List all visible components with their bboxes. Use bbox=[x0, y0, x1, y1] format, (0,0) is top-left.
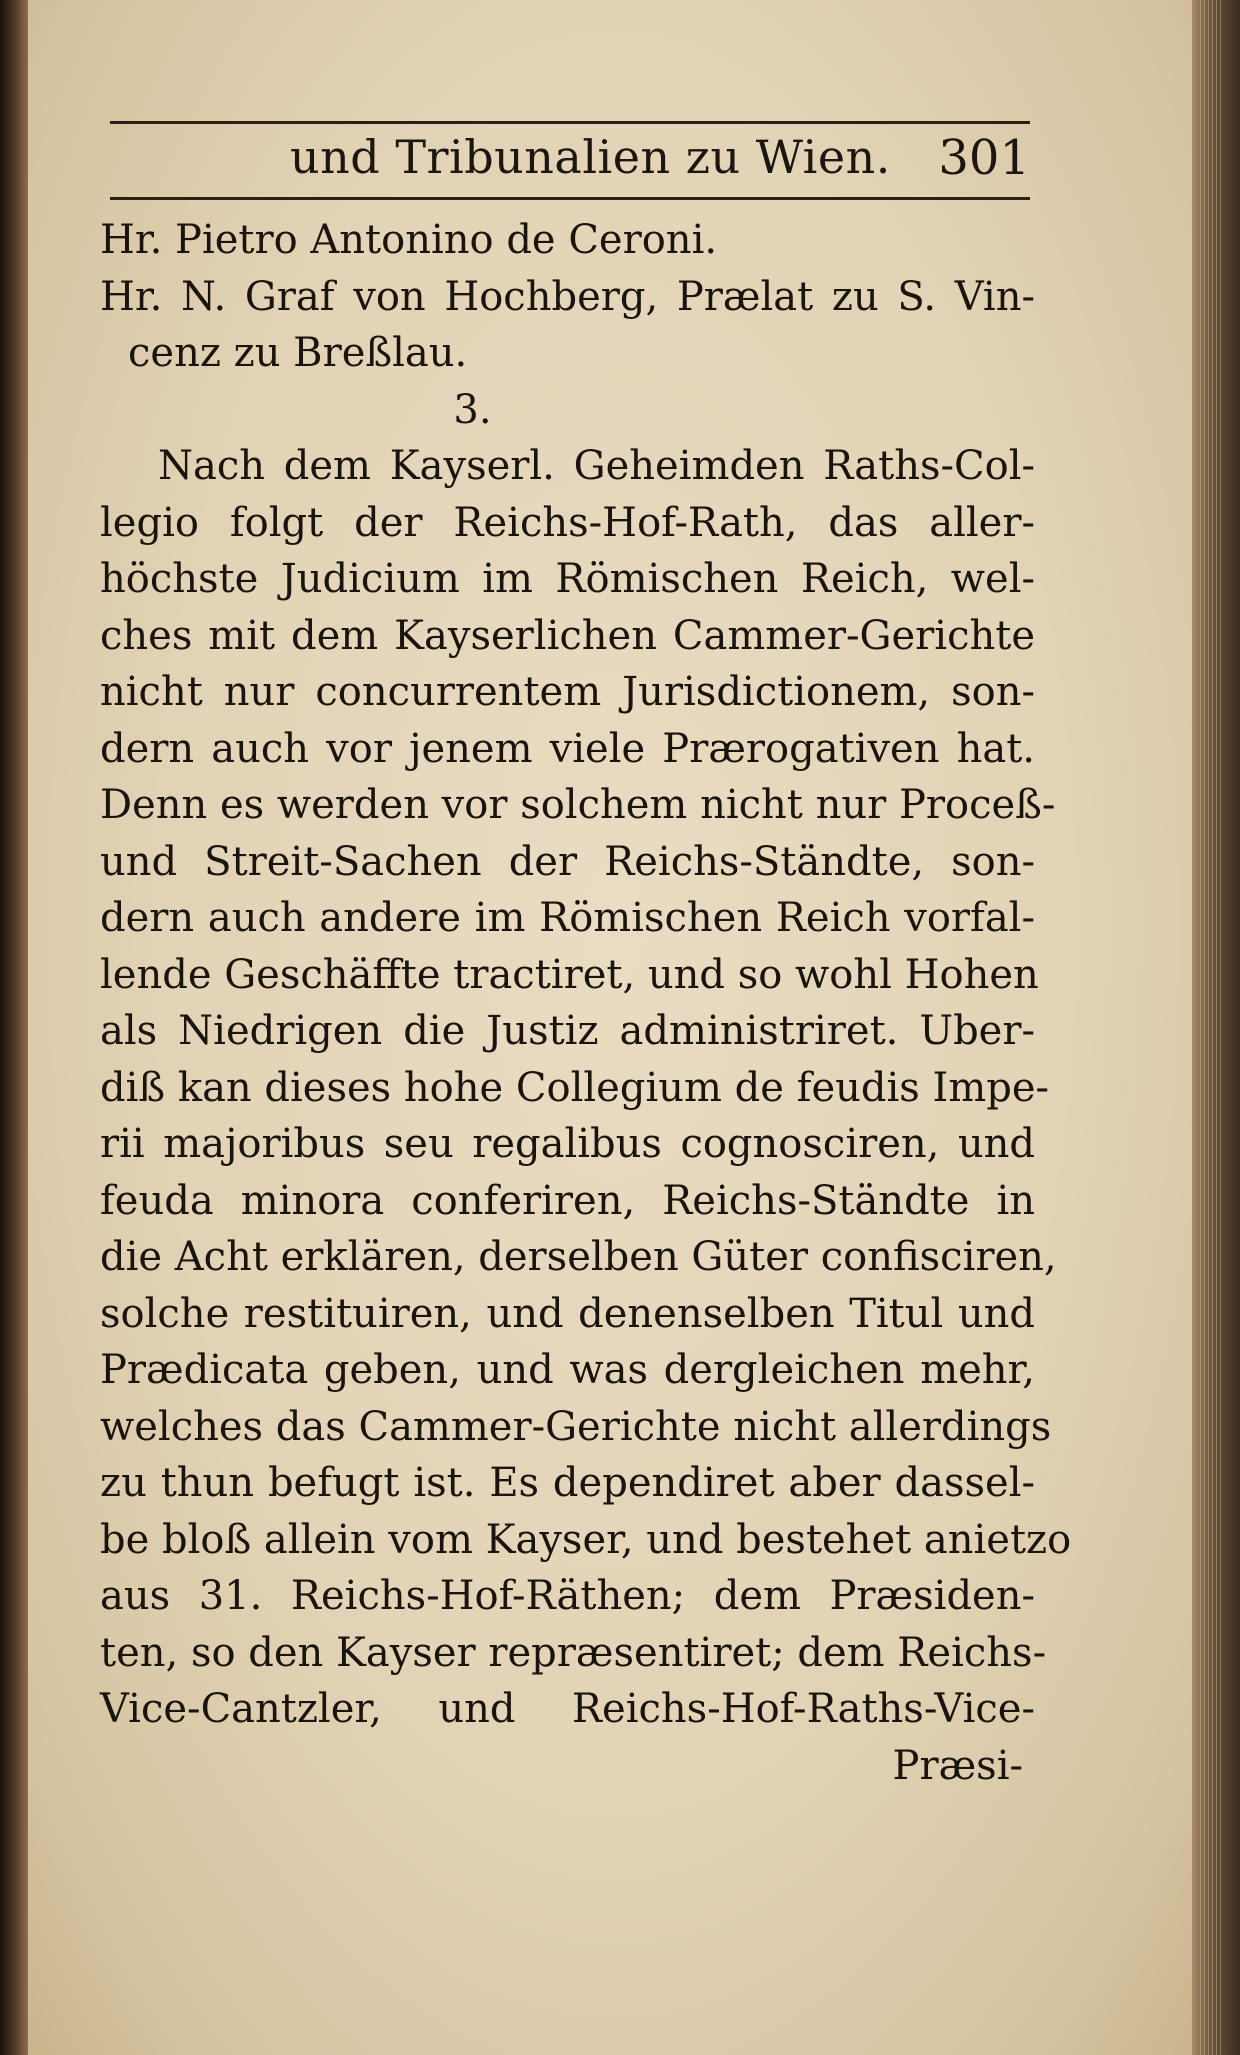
text-line: legio folgt der Reichs-Hof-Rath, das aller- bbox=[100, 499, 1035, 546]
text-line: solche restituiren, und denenselben Titul und bbox=[100, 1290, 1035, 1337]
text-line: be bloß allein vom Kayser, und bestehet anietzo bbox=[100, 1516, 1072, 1563]
header-rule-top bbox=[110, 121, 1030, 124]
text-line: zu thun befugt ist. Es dependiret aber dassel- bbox=[100, 1460, 1035, 1506]
text-line: ches mit dem Kayserlichen Cammer-Gerichte bbox=[100, 612, 1035, 659]
text-line: Vice-Cantzler, und Reichs-Hof-Raths-Vice- bbox=[100, 1686, 1035, 1732]
text-line: cenz zu Breßlau. bbox=[128, 330, 468, 376]
text-line: ten, so den Kayser repræsentiret; dem Reichs- bbox=[100, 1629, 1047, 1676]
text-line: und Streit-Sachen der Reichs-Ständte, son- bbox=[100, 838, 1035, 885]
catchword: Præsi- bbox=[892, 1742, 1023, 1789]
text-line: höchste Judicium im Römischen Reich, wel- bbox=[100, 556, 1035, 602]
text-line: rii majoribus seu regalibus cognosciren, und bbox=[100, 1121, 1035, 1167]
running-title: und Tribunalien zu Wien. bbox=[290, 130, 891, 184]
text-line: die Acht erklären, derselben Güter confisciren, bbox=[100, 1234, 1057, 1280]
text-line: welches das Cammer-Gerichte nicht allerdings bbox=[100, 1403, 1052, 1450]
page-number: 301 bbox=[938, 130, 1030, 186]
text-line: Prædicata geben, und was dergleichen mehr, bbox=[100, 1347, 1035, 1393]
text-line: nicht nur concurrentem Jurisdictionem, son- bbox=[100, 669, 1035, 715]
header-rule bbox=[110, 197, 1030, 200]
page-stack-edge bbox=[1192, 0, 1240, 2055]
text-line: diß kan dieses hohe Collegium de feudis Impe- bbox=[100, 1064, 1050, 1111]
text-line: Hr. Pietro Antonino de Ceroni. bbox=[100, 217, 718, 263]
text-line: Hr. N. Graf von Hochberg, Prælat zu S. Vin- bbox=[100, 273, 1035, 320]
text-line: dern auch vor jenem viele Prærogativen hat. bbox=[100, 725, 1035, 772]
text-line: aus 31. Reichs-Hof-Räthen; dem Præsiden- bbox=[100, 1573, 1035, 1619]
text-line: als Niedrigen die Justiz administriret. Uber- bbox=[100, 1008, 1035, 1054]
text-line: lende Geschäffte tractiret, und so wohl Hohen bbox=[100, 951, 1039, 998]
section-number: 3. bbox=[453, 386, 492, 433]
text-line: dern auch andere im Römischen Reich vorfal- bbox=[100, 895, 1035, 941]
running-header bbox=[110, 130, 1030, 190]
text-line: feuda minora conferiren, Reichs-Ständte in bbox=[100, 1177, 1035, 1224]
text-line: Nach dem Kayserl. Geheimden Raths-Col- bbox=[158, 443, 1035, 489]
text-line: Denn es werden vor solchem nicht nur Proceß- bbox=[100, 782, 1056, 828]
body-text bbox=[100, 212, 1072, 1794]
